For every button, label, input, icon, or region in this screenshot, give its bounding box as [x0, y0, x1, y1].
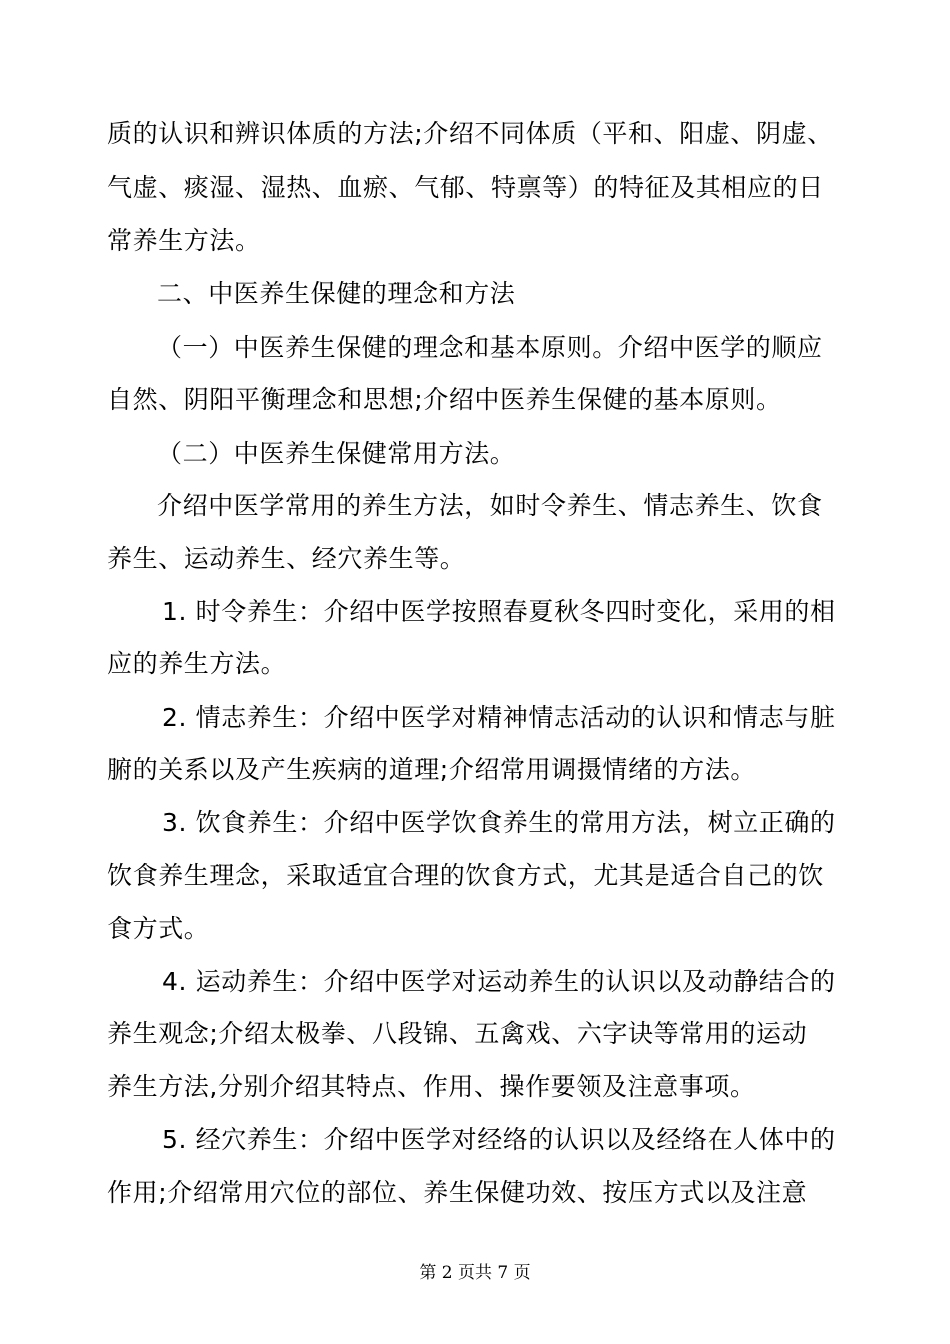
text-line: 应的养生方法。	[107, 649, 287, 678]
subsection-heading: （二）中医养生保健常用方法。	[157, 439, 516, 468]
text-line: 1. 时令养生：介绍中医学按照春夏秋冬四时变化，采用的相	[162, 597, 836, 626]
text-line: 作用;介绍常用穴位的部位、养生保健功效、按压方式以及注意	[107, 1178, 808, 1207]
text-line: 气虚、痰湿、湿热、血瘀、气郁、特禀等）的特征及其相应的日	[107, 173, 824, 202]
text-line: 4. 运动养生：介绍中医学对运动养生的认识以及动静结合的	[162, 967, 836, 996]
text-line: 养生方法,分别介绍其特点、作用、操作要领及注意事项。	[107, 1072, 756, 1101]
text-line: 5. 经穴养生：介绍中医学对经络的认识以及经络在人体中的	[162, 1125, 836, 1154]
text-line: 养生、运动养生、经穴养生等。	[107, 544, 466, 573]
text-line: 介绍中医学常用的养生方法，如时令养生、情志养生、饮食	[157, 491, 823, 520]
text-line: 食方式。	[107, 914, 210, 943]
text-line: 2. 情志养生：介绍中医学对精神情志活动的认识和情志与脏	[162, 703, 836, 732]
page-number-footer: 第 2 页共 7 页	[419, 1263, 531, 1283]
text-line: 质的认识和辨识体质的方法;介绍不同体质（平和、阳虚、阴虚、	[107, 119, 833, 148]
text-line: 养生观念;介绍太极拳、八段锦、五禽戏、六字诀等常用的运动	[107, 1019, 808, 1048]
text-line: （一）中医养生保健的理念和基本原则。介绍中医学的顺应	[157, 333, 823, 362]
section-heading: 二、中医养生保健的理念和方法	[157, 279, 516, 308]
text-line: 常养生方法。	[107, 226, 261, 255]
text-line: 3. 饮食养生：介绍中医学饮食养生的常用方法，树立正确的	[162, 808, 836, 837]
text-line: 饮食养生理念，采取适宜合理的饮食方式，尤其是适合自己的饮	[107, 861, 824, 890]
text-line: 自然、阴阳平衡理念和思想;介绍中医养生保健的基本原则。	[107, 385, 782, 414]
text-line: 腑的关系以及产生疾病的道理;介绍常用调摄情绪的方法。	[107, 755, 757, 784]
